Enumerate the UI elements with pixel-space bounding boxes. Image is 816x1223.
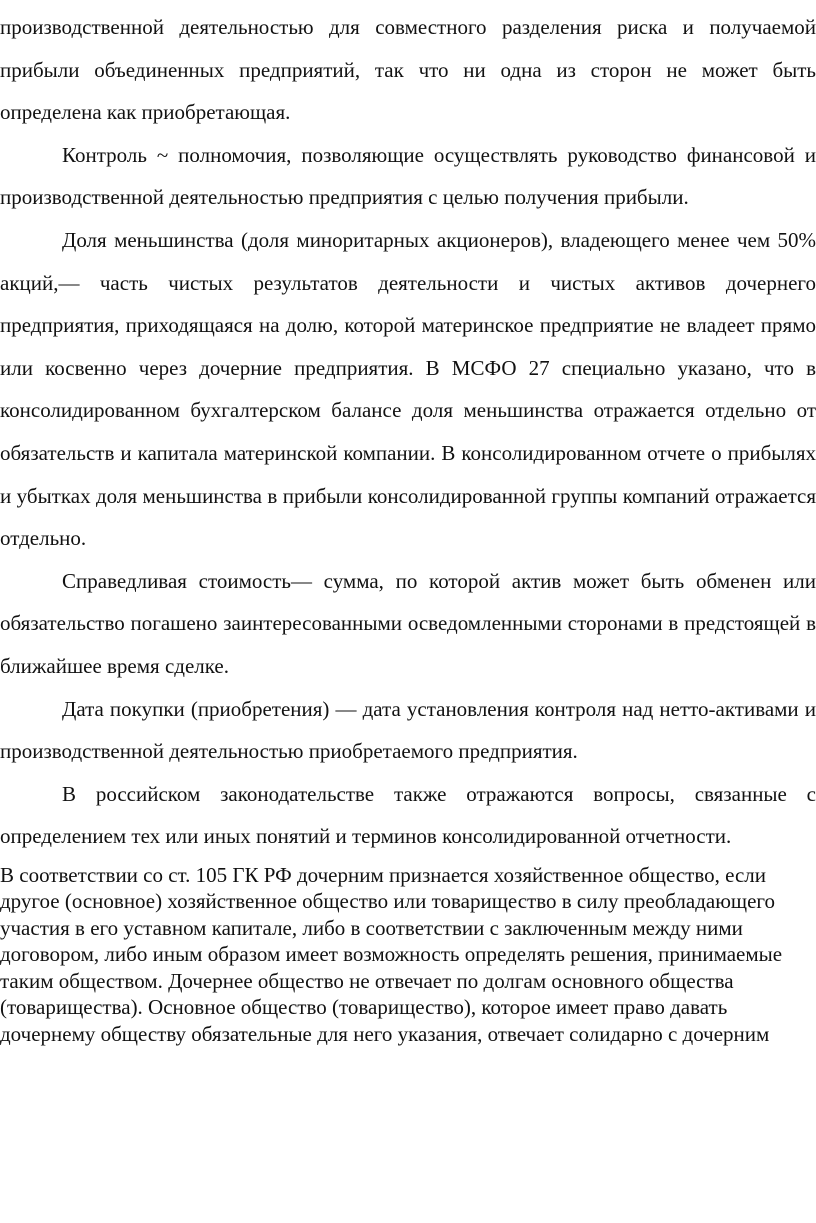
paragraph-control-definition: Контроль ~ полномочия, позволяющие осуществлять руководство финансовой и производственной деятельностью предприятия с целью получения прибыли. <box>0 142 816 210</box>
paragraph-minority-interest: Доля меньшинства (доля миноритарных акционеров), владеющего менее чем 50% акций,— часть чистых результатов деятельности и чистых активов дочернего предприятия, приходящаяся на долю, которой материнское предприятие не владеет прямо или косвенно через дочерние предприятия. В МСФО 27 специально указано, что в консолидированном бухгалтерском балансе доля меньшинства отражается отдельно от обязательств и капитала материнской компании. В консолидированном отчете о прибылях и убытках доля меньшинства в прибыли консолидированной группы компаний отражается отдельно. <box>0 227 816 551</box>
paragraph-continuation: производственной деятельностью для совместного разделения риска и получаемой прибыли объединенных предприятий, так что ни одна из сторон не может быть определена как приобретающая. <box>0 15 816 125</box>
paragraph-acquisition-date: Дата покупки (приобретения) — дата установления контроля над нетто-активами и производственной деятельностью приобретаемого предприятия. <box>0 696 816 764</box>
paragraph-civil-code-article: В соответствии со ст. 105 ГК РФ дочерним признается хозяйственное общество, если другое (основное) хозяйственное общество или товарищество в силу преобладающего участия в его уставном капитале, либо в соответствии с заключенным между ними договором, либо иным образом имеет возможность определять решения, принимаемые таким обществом. Дочернее общество не отвечает по долгам основного общества (товарищества). Основное общество (товарищество), которое имеет право давать дочернему обществу обязательные для него указания, отвечает солидарно с дочерним <box>0 862 783 1046</box>
paragraph-russian-law: В российском законодательстве также отражаются вопросы, связанные с определением тех или иных понятий и терминов консолидированной отчетности. <box>0 781 816 849</box>
paragraph-fair-value: Справедливая стоимость— сумма, по которой актив может быть обменен или обязательство погашено заинтересованными осведомленными сторонами в предстоящей в ближайшее время сделке. <box>0 568 816 678</box>
